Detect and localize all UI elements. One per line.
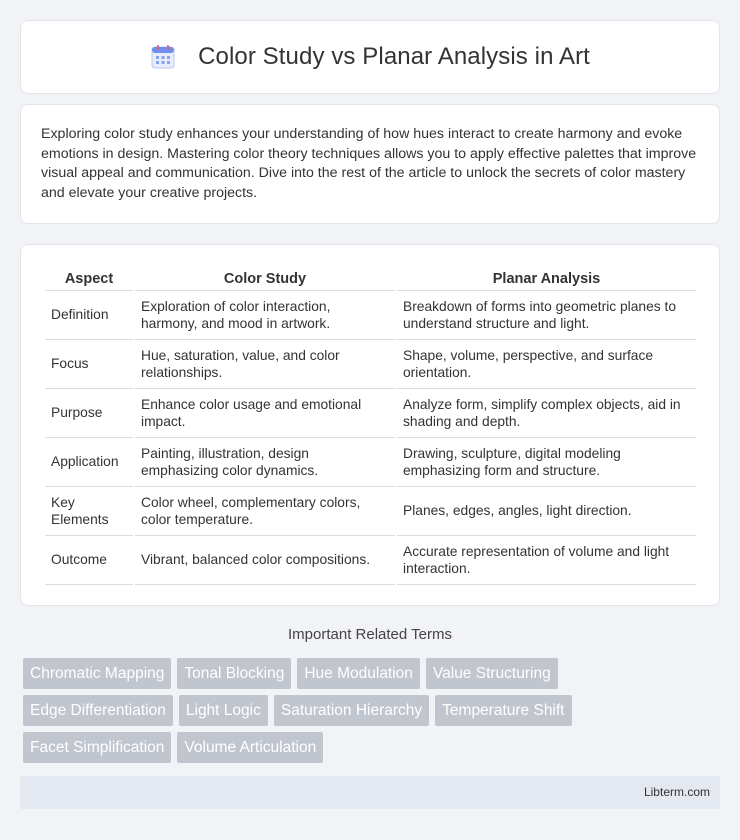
table-cell-planar-analysis: Breakdown of forms into geometric planes to understand structure and light.: [397, 291, 696, 340]
table-cell-aspect: Focus: [45, 340, 133, 389]
related-terms-title: Important Related Terms: [288, 626, 452, 643]
table-cell-aspect: Key Elements: [45, 487, 133, 536]
related-terms-list: [23, 658, 723, 769]
column-header-planar-analysis: Planar Analysis: [397, 265, 696, 291]
related-term-tag[interactable]: Tonal Blocking: [177, 658, 291, 689]
table-row: [45, 340, 696, 389]
related-term-tag[interactable]: Saturation Hierarchy: [274, 695, 429, 726]
calendar-icon: [150, 44, 176, 70]
related-term-tag[interactable]: Facet Simplification: [23, 732, 171, 763]
comparison-card: [20, 244, 720, 606]
table-cell-aspect: Outcome: [45, 536, 133, 585]
table-header-row: [45, 265, 696, 291]
table-cell-aspect: Definition: [45, 291, 133, 340]
column-header-color-study: Color Study: [135, 265, 395, 291]
table-cell-color-study: Exploration of color interaction, harmony, and mood in artwork.: [135, 291, 395, 340]
table-cell-color-study: Painting, illustration, design emphasizing color dynamics.: [135, 438, 395, 487]
table-cell-planar-analysis: Planes, edges, angles, light direction.: [397, 487, 696, 536]
table-row: [45, 487, 696, 536]
table-cell-aspect: Purpose: [45, 389, 133, 438]
comparison-table: [43, 265, 698, 585]
header-card: [20, 20, 720, 94]
intro-text: Exploring color study enhances your understanding of how hues interact to create harmony and evoke emotions in design. Mastering color theory techniques allows you to apply effective palettes that improve visual appeal and communication. Dive into the rest of the article to unlock the secrets of color mastery and elevate your creative projects.: [41, 126, 697, 201]
related-term-tag[interactable]: Volume Articulation: [177, 732, 323, 763]
table-row: [45, 536, 696, 585]
table-row: [45, 291, 696, 340]
related-term-tag[interactable]: Temperature Shift: [435, 695, 571, 726]
table-cell-planar-analysis: Shape, volume, perspective, and surface orientation.: [397, 340, 696, 389]
table-cell-planar-analysis: Accurate representation of volume and light interaction.: [397, 536, 696, 585]
table-cell-color-study: Enhance color usage and emotional impact.: [135, 389, 395, 438]
table-cell-color-study: Vibrant, balanced color compositions.: [135, 536, 395, 585]
table-cell-planar-analysis: Analyze form, simplify complex objects, aid in shading and depth.: [397, 389, 696, 438]
table-row: [45, 389, 696, 438]
table-row: [45, 438, 696, 487]
related-term-tag[interactable]: Chromatic Mapping: [23, 658, 171, 689]
related-term-tag[interactable]: Light Logic: [179, 695, 268, 726]
table-cell-color-study: Hue, saturation, value, and color relationships.: [135, 340, 395, 389]
related-term-tag[interactable]: Edge Differentiation: [23, 695, 173, 726]
footer: [20, 776, 720, 809]
intro-card: [20, 104, 720, 224]
related-term-tag[interactable]: Value Structuring: [426, 658, 558, 689]
page-title: Color Study vs Planar Analysis in Art: [198, 43, 590, 70]
table-cell-color-study: Color wheel, complementary colors, color temperature.: [135, 487, 395, 536]
footer-site-link[interactable]: Libterm.com: [643, 785, 710, 799]
related-term-tag[interactable]: Hue Modulation: [297, 658, 420, 689]
column-header-aspect: Aspect: [45, 265, 133, 291]
table-cell-aspect: Application: [45, 438, 133, 487]
table-cell-planar-analysis: Drawing, sculpture, digital modeling emphasizing form and structure.: [397, 438, 696, 487]
